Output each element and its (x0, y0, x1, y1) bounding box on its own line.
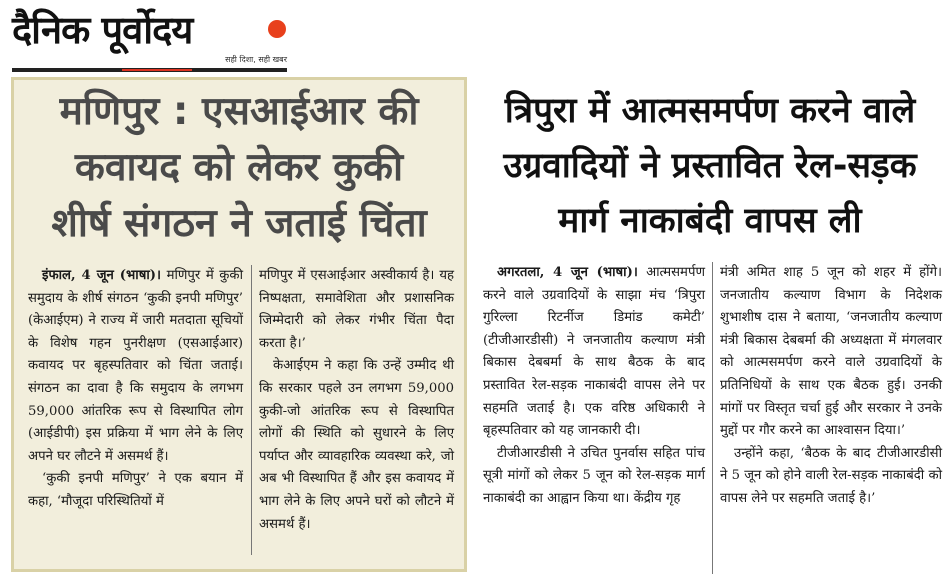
body-text: टीजीआरडीसी ने उचित पुनर्वास सहित पांच सूत्री मांगों को लेकर 5 जून को रेल-सड़क मार्ग नाकाबंदी का आह्वान किया था। केंद्रीय गृह (483, 445, 705, 506)
masthead-accent (122, 69, 192, 71)
right-headline-line: त्रिपुरा में आत्मसमर्पण करने वाले (504, 91, 916, 131)
newspaper-tagline: सही दिशा, सही खबर (225, 55, 287, 64)
left-headline-line: शीर्ष संगठन ने जताई चिंता (51, 201, 427, 246)
newspaper-logo: दैनिक पूर्वोदय (12, 8, 193, 52)
left-article-column-1 (28, 265, 243, 514)
body-text: ‘कुकी इनपी मणिपुर’ ने एक बयान में कहा, ‘मौजूदा परिस्थितियों में (28, 471, 243, 509)
left-headline-line: कवायद को लेकर कुकी (74, 145, 404, 190)
column-divider (712, 262, 713, 574)
body-text: आत्मसमर्पण करने वाले उग्रवादियों के साझा मंच ‘त्रिपुरा गुरिल्ला रिटर्नीज डिमांड कमेटी’ (टीजीआरडीसी) ने जनजातीय कल्याण मंत्री बिकास देबबर्मा के साथ बैठक के बाद प्रस्तावित रेल-सड़क नाकाबंदी वापस लेने पर सहमति जताई है। एक वरिष्ठ अधिकारी ने बृहस्पतिवार को यह जानकारी दी। (483, 265, 705, 439)
right-article-column-2 (720, 262, 942, 511)
left-dateline: इंफाल, 4 जून (भाषा)। (42, 268, 161, 283)
masthead (12, 6, 287, 72)
logo-sun-icon (268, 20, 286, 38)
right-article-column-1 (483, 262, 705, 511)
right-headline-line: उग्रवादियों ने प्रस्तावित रेल-सड़क (503, 146, 917, 186)
body-text: मणिपुर में कुकी समुदाय के शीर्ष संगठन ‘कुकी इनपी मणिपुर’ (केआईएम) ने राज्य में जारी मतदाता सूचियों के विशेष गहन पुनरीक्षण (एसआईआर) कवायद पर बृहस्पतिवार को चिंता जताई। संगठन का दावा है कि समुदाय के लगभग 59,000 आंतरिक रूप से विस्थापित लोग (आईडीपी) इस प्रक्रिया में भाग लेने के लिए अपने घर लौटने में असमर्थ हैं। (28, 268, 243, 464)
left-article (11, 77, 467, 572)
body-text: उन्होंने कहा, ‘बैठक के बाद टीजीआरडीसी ने 5 जून को होने वाली रेल-सड़क नाकाबंदी को वापस लेने पर सहमति जताई है।’ (720, 445, 942, 506)
right-dateline: अगरतला, 4 जून (भाषा)। (497, 265, 638, 280)
left-headline-line: मणिपुर : एसआईआर की (59, 89, 419, 134)
left-article-column-2 (259, 265, 454, 536)
right-headline (480, 84, 940, 249)
column-divider (251, 265, 252, 555)
body-text: केआईएम ने कहा कि उन्हें उम्मीद थी कि सरकार पहले उन लगभग 59,000 कुकी-जो आंतरिक रूप से विस्थापित लोगों की स्थिति को सुधारने के लिए पर्याप्त और व्यावहारिक व्यवस्था करे, जो अब भी विस्थापित हैं और इस कवायद में भाग लेने के लिए अपने घरों को लौटने में असमर्थ हैं। (259, 358, 454, 532)
right-headline-line: मार्ग नाकाबंदी वापस ली (558, 201, 862, 241)
left-headline (14, 84, 464, 252)
body-text: मंत्री अमित शाह 5 जून को शहर में होंगे। जनजातीय कल्याण विभाग के निदेशक शुभाशीष दास ने बताया, ‘जनजातीय कल्याण मंत्री बिकास देबबर्मा की अध्यक्षता में मंगलवार को आत्मसमर्पण करने वाले उग्रवादियों के प्रतिनिधियों के साथ एक बैठक हुई। उनकी मांगों पर विस्तृत चर्चा हुई और सरकार ने उनके मुद्दों पर गौर करने का आश्वासन दिया।’ (720, 265, 942, 439)
body-text: मणिपुर में एसआईआर अस्वीकार्य है। यह निष्पक्षता, समावेशिता और प्रशासनिक जिम्मेदारी को लेकर गंभीर चिंता पैदा करता है।’ (259, 268, 454, 351)
